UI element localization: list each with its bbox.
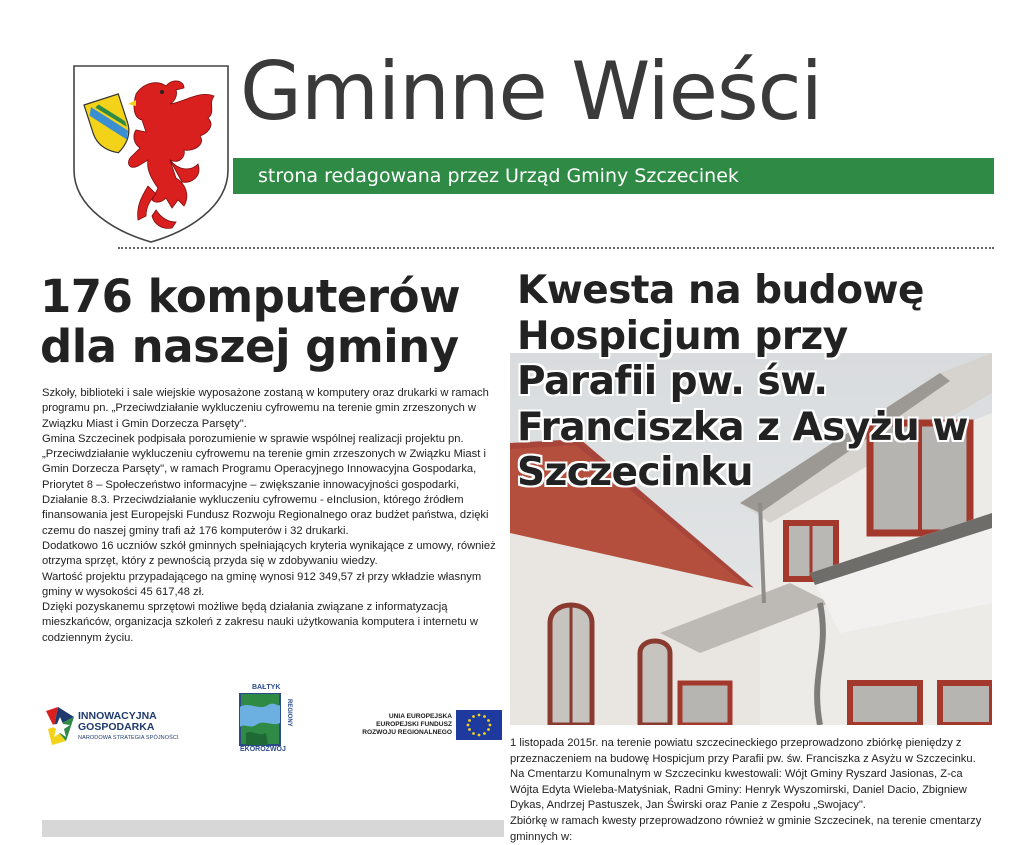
innowacyjna-line3: NARODOWA STRATEGIA SPÓJNOŚCI bbox=[78, 735, 179, 741]
right-paragraph-1: 1 listopada 2015r. na terenie powiatu szczecineckiego przeprowadzono zbiórkę pieniędzy z przeznaczeniem na budowę Hospicjum przy Parafii pw. św. Franciszka z Asyżu w Szczecinku. Na Cmentarzu Komunalnym w Szczecinku kwestowali: Wójt Gminy Ryszard Jasionas, Z-ca Wójta Edyta Wieleba-Matyśniak, Radni Gminy: Henryk Wyszomirski, Daniel Dacio, Zbigniew Dykas, Andrzej Pastuszek, Jan Świrski oraz Panie z Zespołu „Swojacy". bbox=[510, 737, 976, 812]
masthead-subtitle: strona redagowana przez Urząd Gminy Szczecinek bbox=[258, 165, 739, 187]
left-paragraph-2: Gmina Szczecinek podpisała porozumienie w sprawie wspólnej realizacji projektu pn. „Przeciwdziałanie wykluczeniu cyfrowemu na terenie gmin zrzeszonych w Związku Miast i Gmin Dorzecza Parsęty", w ramach Programu Operacyjnego Innowacyjna Gospodarka, Priorytet 8 – Społeczeństwo informacyjne – zwiększanie innowacyjności gospodarki, Działanie 8.3. Przeciwdziałanie wykluczeniu cyfrowemu - eInclusion, którego źródłem finansowania jest Europejski Fundusz Rozwoju Regionalnego oraz budżet państwa, dzięki czemu do naszej gminy trafi aż 176 komputerów i 32 drukarki. bbox=[42, 432, 489, 537]
innowacyjna-flag-icon bbox=[44, 707, 78, 747]
eu-line1: UNIA EUROPEJSKA bbox=[388, 713, 452, 720]
ekorozwoj-logo bbox=[238, 684, 294, 756]
innowacyjna-line1: INNOWACYJNA bbox=[78, 710, 157, 722]
ekorozwoj-top-text: BAŁTYK bbox=[252, 684, 281, 691]
footer-grey-strip bbox=[42, 820, 504, 837]
right-paragraph-2: Zbiórkę w ramach kwesty przeprowadzono również w gminie Szczecinek, na terenie cmentarzy gminnych w: bbox=[510, 814, 982, 843]
eu-line2: EUROPEJSKI FUNDUSZ bbox=[376, 721, 452, 728]
eu-line3: ROZWOJU REGIONALNEGO bbox=[362, 729, 452, 736]
left-paragraph-1: Szkoły, biblioteki i sale wiejskie wyposażone zostaną w komputery oraz drukarki w ramach programu pn. „Przeciwdziałanie wykluczeniu cyfrowemu na terenie gmin zrzeszonych w Związku Miast i Gmin Dorzecza Parsęty". bbox=[42, 387, 489, 430]
left-paragraph-3: Dodatkowo 16 uczniów szkół gminnych spełniających kryteria wynikające z umowy, również otrzyma sprzęt, który z pewnością przyda się w zdobywaniu wiedzy. bbox=[42, 539, 496, 568]
ekorozwoj-map-icon bbox=[238, 693, 294, 747]
coat-of-arms-logo bbox=[66, 60, 236, 245]
right-article-body bbox=[510, 736, 992, 845]
innowacyjna-line2: GOSPODARKA bbox=[78, 721, 155, 733]
left-article-headline: 176 komputerów dla naszej gminy bbox=[40, 270, 461, 373]
eu-fund-logo bbox=[350, 710, 502, 744]
ekorozwoj-bottom-text: EKOROZWÓJ bbox=[240, 746, 286, 753]
left-article-body bbox=[42, 386, 502, 646]
dotted-divider bbox=[118, 247, 994, 249]
left-paragraph-5: Dzięki pozyskanemu sprzętowi możliwe będą działania związane z informatyzacją mieszkańców, organizacja szkoleń z zakresu nauki użytkowania komputera i internetu w codziennym życiu. bbox=[42, 601, 478, 644]
masthead-title: Gminne Wieści bbox=[240, 45, 822, 138]
right-article-headline: Kwesta na budowę Hospicjum przy Parafii pw. św. Franciszka z Asyżu w Szczecinku bbox=[517, 268, 968, 495]
innowacyjna-gospodarka-logo bbox=[44, 705, 184, 749]
eu-flag-icon bbox=[456, 710, 502, 740]
left-paragraph-4: Wartość projektu przypadającego na gminę wynosi 912 349,57 zł przy wkładzie własnym gminy w wysokości 45 617,48 zł. bbox=[42, 570, 482, 598]
ekorozwoj-side-text: REGIONY bbox=[286, 699, 292, 727]
